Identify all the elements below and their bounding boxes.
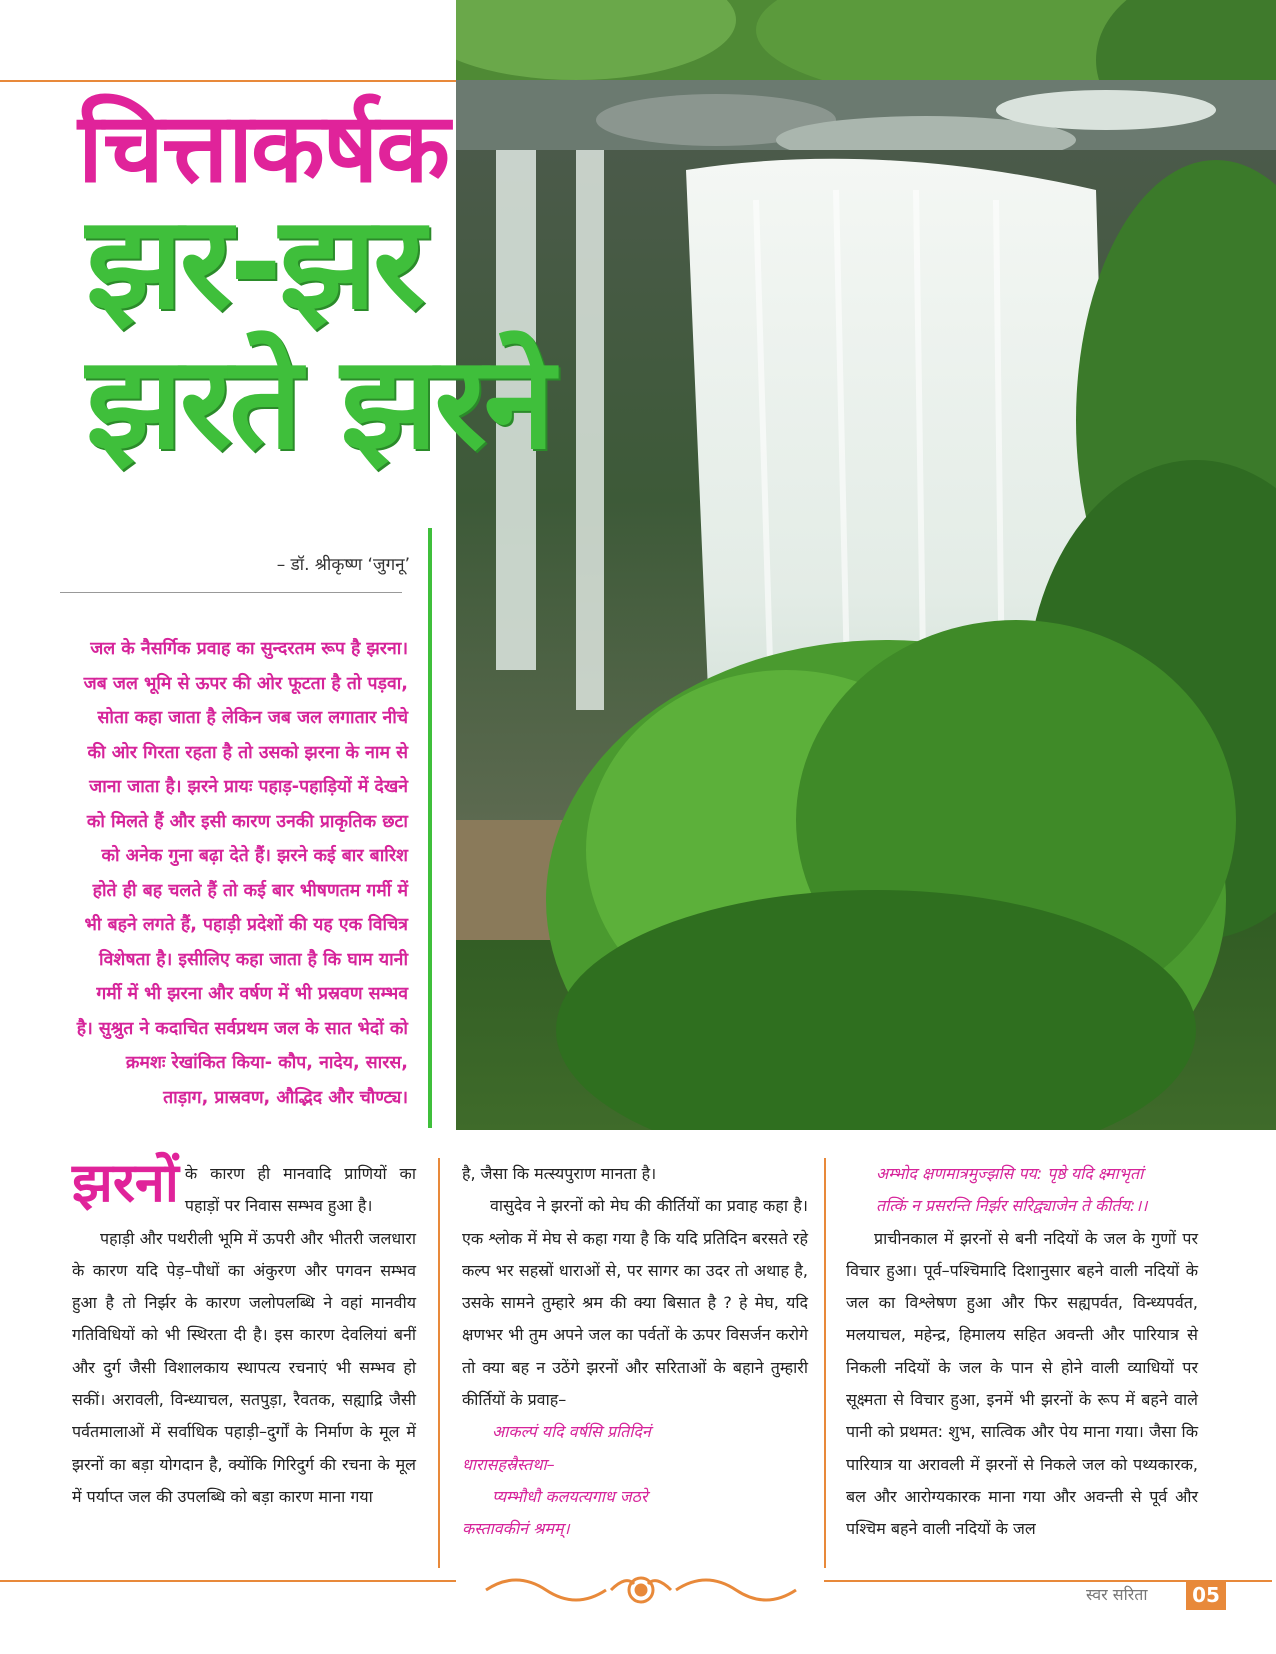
title-line-1: चित्ताकर्षक	[78, 92, 448, 204]
col2-verse-1: आकल्पं यदि वर्षसि प्रतिदिनं	[492, 1422, 651, 1442]
page-number: 05	[1186, 1580, 1226, 1610]
waterfall-photo	[456, 0, 1276, 1130]
waterfall-illustration	[456, 0, 1276, 1130]
col2-verse-3: प्यम्भौधौ कलयत्यगाध जठरे	[492, 1486, 648, 1506]
title-line-2: झर-झर	[86, 189, 423, 338]
body-column-1	[72, 1151, 416, 1513]
footer-rule-left	[0, 1580, 456, 1582]
body-column-2	[462, 1158, 808, 1546]
title-line-3: झरते झरने	[86, 329, 552, 478]
top-rule	[0, 80, 460, 82]
author-byline: – डॉ. श्रीकृष्ण ‘जुगनू’	[276, 555, 410, 575]
column-divider-1	[438, 1158, 440, 1568]
col3-paragraph-1: प्राचीनकाल में झरनों से बनी नदियों के जल के गुणों पर विचार हुआ। पूर्व–पश्चिमादि दिशानुसार बहने वाली नदियों के जल का विश्लेषण हुआ और फिर सह्यपर्वत, विन्ध्यपर्वत, मलयाचल, महेन्द्र, हिमालय सहित अवन्ती और पारियात्र से निकली नदियों के जल के पान से होने वाली व्याधियों पर सूक्ष्मता से विचार हुआ, इनमें भी झरनों के रूप में बहने वाले पानी को प्रथमत: शुभ, सात्विक और पेय माना गया। जैसा कि पारियात्र या अरावली में झरनों से निकले जल को पथ्यकारक, बल और आरोग्यकारक माना गया और अवन्ती से पूर्व और पश्चिम बहने वाली नदियों के जल	[846, 1228, 1198, 1539]
footer-ornament-icon	[476, 1570, 806, 1610]
col2-paragraph-1: है, जैसा कि मत्स्यपुराण मानता है।	[462, 1164, 657, 1183]
intro-green-bar	[428, 528, 432, 1128]
col2-verse-2: धारासहस्रैस्तथा–	[462, 1454, 555, 1474]
author-divider	[60, 592, 402, 593]
dropcap: झरनों	[72, 1151, 179, 1214]
magazine-name: स्वर सरिता	[1086, 1585, 1148, 1604]
col1-lead: के कारण ही मानवादि प्राणियों का पहाड़ों पर निवास सम्भव हुआ है।	[184, 1164, 416, 1216]
col3-verse-1: अम्भोद क्षणमात्रमुज्झसि पय: पृष्ठे यदि क्ष्माभृतां	[876, 1164, 1144, 1183]
column-divider-2	[824, 1158, 826, 1568]
col1-rest: पहाड़ी और पथरीली भूमि में ऊपरी और भीतरी जलधारा के कारण यदि पेड़–पौधों का अंकुरण और पगवन सम्भव हुआ है तो निर्झर के कारण जलोपलब्धि ने वहां मानवीय गतिविधियों को भी स्थिरता दी है। इस कारण देवलियां बनीं और दुर्ग जैसी विशालकाय स्थापत्य रचनाएं भी सम्भव हो सकीं। अरावली, विन्ध्याचल, सतपुड़ा, रैवतक, सह्याद्रि जैसी पर्वतमालाओं में सर्वाधिक पहाड़ी–दुर्गों के निर्माण के मूल में झरनों का बड़ा योगदान है, क्योंकि गिरिदुर्ग की रचना के मूल में पर्याप्त जल की उपलब्धि को बड़ा कारण माना गया	[72, 1228, 416, 1506]
col2-paragraph-2: वासुदेव ने झरनों को मेघ की कीर्तियों का प्रवाह कहा है। एक श्लोक में मेघ से कहा गया है कि यदि प्रतिदिन बरसते रहे कल्प भर सहस्रों धाराओं से, पर सागर का उदर तो अथाह है, उसके सामने तुम्हारे श्रम की क्या बिसात है ? हे मेघ, यदि क्षणभर भी तुम अपने जल का पर्वतों के ऊपर विसर्जन करोगे तो क्या बह न उठेंगे झरनों और सरिताओं के बहाने तुम्हारी कीर्तियों के प्रवाह–	[462, 1196, 808, 1410]
body-column-3	[846, 1158, 1198, 1546]
col3-verse-2: तत्किं न प्रसरन्ति निर्झर सरिद्व्याजेन ते कीर्तय:।।	[876, 1196, 1148, 1216]
intro-paragraph: जल के नैसर्गिक प्रवाह का सुन्दरतम रूप है झरना। जब जल भूमि से ऊपर की ओर फूटता है तो पड़वा, सोता कहा जाता है लेकिन जब जल लगातार नीचे की ओर गिरता रहता है तो उसको झरना के नाम से जाना जाता है। झरने प्रायः पहाड़-पहाड़ियों में देखने को मिलते हैं और इसी कारण उनकी प्राकृतिक छटा को अनेक गुना बढ़ा देते हैं। झरने कई बार बारिश होते ही बह चलते हैं तो कई बार भीषणतम गर्मी में भी बहने लगते हैं, पहाड़ी प्रदेशों की यह एक विचित्र विशेषता है। इसीलिए कहा जाता है कि घाम यानी गर्मी में भी झरना और वर्षण में भी प्रस्रवण सम्भव है। सुश्रुत ने कदाचित सर्वप्रथम जल के सात भेदों को क्रमशः रेखांकित किया- कौप, नादेय, सारस, ताड़ाग, प्रास्रवण, औद्भिद और चौण्ट्य।	[76, 639, 408, 1108]
col2-verse-4: कस्तावकीनं श्रमम्।	[462, 1519, 570, 1539]
